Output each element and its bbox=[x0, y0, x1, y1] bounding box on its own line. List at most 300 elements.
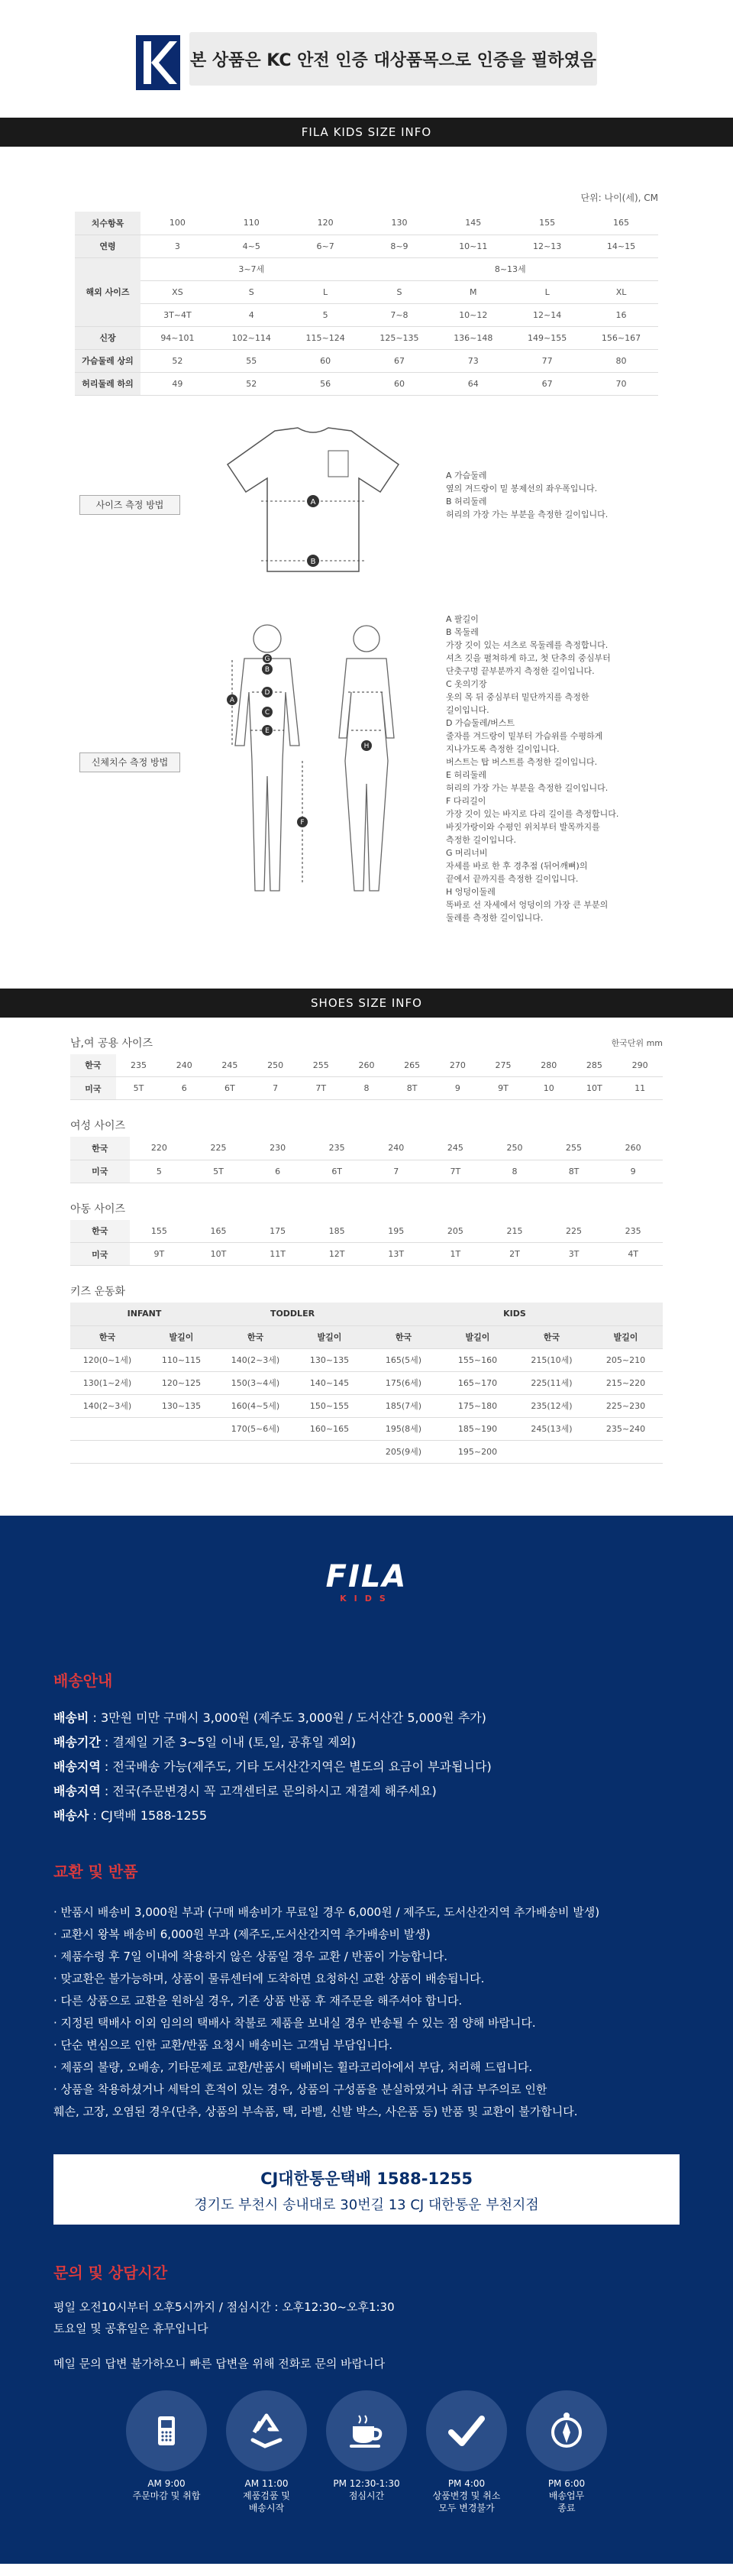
table-cell: 265 bbox=[389, 1054, 435, 1077]
step-5-desc2: 종료 bbox=[557, 2502, 576, 2513]
table-cell: 80 bbox=[584, 349, 658, 372]
exchange-line: · 상품을 착용하셨거나 세탁의 흔적이 있는 경우, 상품의 구성품을 분실하였거나 취급 부주의로 인한 bbox=[53, 2082, 547, 2096]
step-1-desc: 주문마감 및 취합 bbox=[132, 2490, 201, 2501]
step-3-time: PM 12:30-1:30 bbox=[333, 2477, 400, 2489]
exchange-line: · 단순 변심으로 인한 교환/반품 요청시 배송비는 고객님 부담입니다. bbox=[53, 2037, 392, 2052]
table-cell: 94~101 bbox=[140, 326, 215, 349]
row-header: 가슴둘레 상의 bbox=[75, 349, 140, 372]
table-row bbox=[70, 1348, 663, 1371]
measure-line: 똑바로 선 자세에서 엉덩이의 가장 큰 부분의 bbox=[446, 899, 609, 910]
kids-unit: 단위: 나이(세), CM bbox=[580, 193, 658, 203]
delivery-key: 배송사 bbox=[53, 1807, 89, 1823]
contact-holiday: 토요일 및 공휴일은 휴무입니다 bbox=[53, 2321, 208, 2335]
table-cell: 12~14 bbox=[510, 303, 584, 326]
table-cell: 140~145 bbox=[292, 1371, 366, 1394]
table-cell: 3 bbox=[140, 235, 215, 257]
table-cell: 110 bbox=[215, 212, 289, 235]
cj-address: 경기도 부천시 송내대로 30번길 13 CJ 대한통운 부천지점 bbox=[194, 2196, 539, 2213]
table-cell bbox=[70, 1417, 144, 1440]
table-cell: 225 bbox=[544, 1220, 604, 1243]
table-cell: 7 bbox=[366, 1160, 426, 1183]
table-cell: 49 bbox=[140, 372, 215, 395]
table-cell: 7~8 bbox=[363, 303, 437, 326]
table-cell: S bbox=[215, 280, 289, 303]
measure-line: C 옷의기장 bbox=[446, 678, 487, 689]
table-cell: 260 bbox=[344, 1054, 389, 1077]
delivery-value: : CJ택배 1588-1255 bbox=[89, 1807, 208, 1823]
column-header: 한국 bbox=[366, 1325, 441, 1348]
table-cell: 250 bbox=[485, 1137, 544, 1160]
table-cell: 8~9 bbox=[363, 235, 437, 257]
exchange-line: · 지정된 택배사 이외 임의의 택배사 착불로 제품을 보내실 경우 반송될 수 있는 점 양해 바랍니다. bbox=[53, 2015, 536, 2030]
measure-line: A 팔길이 bbox=[446, 613, 479, 624]
table-cell: 130~135 bbox=[144, 1394, 218, 1417]
measure-line: 셔츠 깃을 펼쳐하게 하고, 첫 단추의 중심부터 bbox=[446, 652, 611, 663]
measure-line: E 허리둘레 bbox=[446, 769, 486, 780]
table-cell: 8T bbox=[389, 1077, 435, 1100]
exchange-line: · 맞교환은 불가능하며, 상품이 물류센터에 도착하면 요청하신 교환 상품이 배송됩니다. bbox=[53, 1971, 485, 1985]
table-cell: M bbox=[436, 280, 510, 303]
delivery-line bbox=[53, 1755, 492, 1779]
step-2 bbox=[222, 2390, 311, 2514]
row-header: 미국 bbox=[70, 1243, 130, 1266]
measure-line: 줄자를 겨드랑이 밑부터 가슴위를 수평하게 bbox=[446, 730, 603, 741]
table-cell: 165(5세) bbox=[366, 1348, 441, 1371]
table-cell bbox=[515, 1440, 589, 1463]
table-cell: 102~114 bbox=[215, 326, 289, 349]
table-cell: 250 bbox=[253, 1054, 299, 1077]
step-5 bbox=[522, 2390, 611, 2514]
table-cell: 165 bbox=[189, 1220, 248, 1243]
table-cell: 52 bbox=[140, 349, 215, 372]
measure-line: 옷의 목 뒤 중심부터 밑단까지를 측정한 bbox=[446, 691, 589, 702]
step-4 bbox=[422, 2390, 511, 2514]
table-cell: 100 bbox=[140, 212, 215, 235]
table-cell: 52 bbox=[215, 372, 289, 395]
unisex-title: 남,여 공용 사이즈 bbox=[70, 1037, 153, 1050]
table-cell: 1T bbox=[426, 1243, 486, 1266]
table-cell: 235 bbox=[307, 1137, 366, 1160]
table-cell: 160(4~5세) bbox=[218, 1394, 292, 1417]
step-3 bbox=[322, 2390, 411, 2502]
table-row bbox=[70, 1054, 663, 1077]
measure-line: 둘레를 측정한 길이입니다. bbox=[446, 912, 544, 923]
table-cell: 16 bbox=[584, 303, 658, 326]
delivery-line bbox=[53, 1706, 492, 1730]
age-group-1: 3~7세 bbox=[140, 257, 363, 280]
table-cell: 5 bbox=[289, 303, 363, 326]
body-mark-a: A bbox=[229, 696, 235, 704]
exchange-line: · 제품수령 후 7일 이내에 착용하지 않은 상품일 경우 교환 / 반품이 가능합니다. bbox=[53, 1949, 448, 1963]
delivery-key: 배송비 bbox=[53, 1710, 89, 1725]
table-cell: 255 bbox=[298, 1054, 344, 1077]
delivery-value: : 전국배송 가능(제주도, 기타 도서산간지역은 별도의 요금이 부과됩니다) bbox=[100, 1759, 492, 1774]
table-cell: 10T bbox=[572, 1077, 618, 1100]
table-cell: 115~124 bbox=[289, 326, 363, 349]
table-cell: 155 bbox=[130, 1220, 189, 1243]
measure-line: A 가슴둘레 bbox=[446, 470, 487, 481]
table-cell: 10 bbox=[526, 1077, 572, 1100]
table-row bbox=[75, 212, 658, 235]
table-cell: 120(0~1세) bbox=[70, 1348, 144, 1371]
table-cell: 175(6세) bbox=[366, 1371, 441, 1394]
exchange-line: 훼손, 고장, 오염된 경우(단추, 상품의 부속품, 택, 라벨, 신발 박스, 사은품 등) 반품 및 교환이 불가합니다. bbox=[53, 2104, 578, 2118]
table-cell: 8 bbox=[485, 1160, 544, 1183]
fila-kids-logo bbox=[0, 1558, 733, 1604]
step-4-desc1: 상품변경 및 취소 bbox=[432, 2490, 501, 2501]
measure-line: 측정한 길이입니다. bbox=[446, 834, 517, 845]
table-cell: 260 bbox=[603, 1137, 663, 1160]
exchange-line: · 교환시 왕복 배송비 6,000원 부과 (제주도,도서산간지역 추가배송비 발생) bbox=[53, 1927, 431, 1941]
table-cell: 205~210 bbox=[589, 1348, 663, 1371]
step-3-desc: 점심시간 bbox=[348, 2490, 385, 2501]
table-cell: L bbox=[289, 280, 363, 303]
table-cell: 235 bbox=[116, 1054, 162, 1077]
age-group-2: 8~13세 bbox=[363, 257, 658, 280]
exchange-line: · 반품시 배송비 3,000원 부과 (구매 배송비가 무료일 경우 6,000원 / 제주도, 도서산간지역 추가배송비 발생) bbox=[53, 1904, 600, 1919]
measure-line: 단춧구멍 끝부분까지 측정한 길이입니다. bbox=[446, 665, 595, 676]
measure-line: 자세를 바로 한 후 경추점 (뒤어깨뼈)의 bbox=[446, 860, 588, 871]
mark-b: B bbox=[310, 557, 316, 566]
table-cell bbox=[292, 1440, 366, 1463]
table-cell: 275 bbox=[480, 1054, 526, 1077]
step-4-time: PM 4:00 bbox=[447, 2477, 486, 2489]
table-row bbox=[70, 1243, 663, 1266]
footer bbox=[0, 1516, 733, 2564]
table-cell: 60 bbox=[363, 372, 437, 395]
table-cell: 230 bbox=[248, 1137, 308, 1160]
table-cell: 225~230 bbox=[589, 1394, 663, 1417]
table-cell: 6T bbox=[307, 1160, 366, 1183]
delivery-line bbox=[53, 1779, 492, 1804]
kc-section bbox=[0, 0, 733, 118]
row-header: 신장 bbox=[75, 326, 140, 349]
measure-line: 허리의 가장 가는 부분을 측정한 길이입니다. bbox=[446, 509, 609, 519]
kc-mark-icon bbox=[134, 34, 182, 92]
table-row bbox=[75, 257, 658, 280]
row-header: 연령 bbox=[75, 235, 140, 257]
table-cell: 10T bbox=[189, 1243, 248, 1266]
table-cell: 155~160 bbox=[441, 1348, 515, 1371]
body-mark-b: B bbox=[264, 665, 270, 674]
table-cell: 235 bbox=[603, 1220, 663, 1243]
table-cell: XS bbox=[140, 280, 215, 303]
column-header: 한국 bbox=[515, 1325, 589, 1348]
table-cell: 245 bbox=[207, 1054, 253, 1077]
measure-line: G 머리너비 bbox=[446, 847, 488, 858]
delivery-title: 배송안내 bbox=[53, 1671, 113, 1690]
table-cell: 56 bbox=[289, 372, 363, 395]
contact-section bbox=[53, 2260, 395, 2374]
table-cell: 9T bbox=[130, 1243, 189, 1266]
delivery-value: : 결제일 기준 3~5일 이내 (토,일, 공휴일 제외) bbox=[100, 1734, 357, 1749]
cj-box bbox=[53, 2154, 680, 2225]
table-cell: 9T bbox=[480, 1077, 526, 1100]
table-cell: 170(5~6세) bbox=[218, 1417, 292, 1440]
table-cell: 3T~4T bbox=[140, 303, 215, 326]
table-cell: 8 bbox=[344, 1077, 389, 1100]
column-header: 한국 bbox=[70, 1325, 144, 1348]
delivery-key: 배송지역 bbox=[53, 1783, 101, 1798]
table-cell: 285 bbox=[572, 1054, 618, 1077]
body-mark-f: F bbox=[300, 818, 305, 827]
table-cell: 185 bbox=[307, 1220, 366, 1243]
measure-line: 지나가도록 측정한 길이입니다. bbox=[446, 743, 560, 754]
measure-line: 가장 깃이 있는 셔츠로 목둘레를 측정합니다. bbox=[446, 639, 609, 650]
table-cell: 220 bbox=[130, 1137, 189, 1160]
table-row bbox=[70, 1371, 663, 1394]
table-cell: 110~115 bbox=[144, 1348, 218, 1371]
body-diagram-icon bbox=[206, 616, 420, 937]
table-cell: 205(9세) bbox=[366, 1440, 441, 1463]
table-cell: 7T bbox=[426, 1160, 486, 1183]
table-cell: 155 bbox=[510, 212, 584, 235]
table-row bbox=[75, 235, 658, 257]
kc-notice: 본 상품은 KC 안전 인증 대상품목으로 인증을 필하였음 bbox=[189, 32, 597, 86]
measure-line: 가장 깃이 있는 바지로 다리 길이를 측정합니다. bbox=[446, 808, 619, 819]
kids-logo: KIDS bbox=[340, 1593, 393, 1604]
table-cell: 6 bbox=[161, 1077, 207, 1100]
body-mark-c: C bbox=[264, 708, 270, 717]
contact-note: 메일 문의 답변 불가하오니 빠른 답변을 위해 전화로 문의 바랍니다 bbox=[53, 2356, 386, 2371]
body-mark-e: E bbox=[265, 727, 270, 735]
table-row bbox=[75, 303, 658, 326]
body-mark-g: G bbox=[264, 655, 270, 663]
table-cell: 175~180 bbox=[441, 1394, 515, 1417]
table-cell: 5T bbox=[189, 1160, 248, 1183]
measure-line: F 다리길이 bbox=[446, 795, 486, 806]
table-cell: 70 bbox=[584, 372, 658, 395]
table-cell bbox=[144, 1440, 218, 1463]
measure-line: 옆의 겨드랑이 밑 봉제선의 좌우폭입니다. bbox=[446, 483, 598, 494]
size-measure-text bbox=[446, 469, 644, 521]
table-cell: XL bbox=[584, 280, 658, 303]
shoes-size-title: SHOES SIZE INFO bbox=[0, 989, 733, 1018]
tshirt-diagram-icon bbox=[221, 426, 405, 576]
table-cell: 270 bbox=[435, 1054, 481, 1077]
table-cell: 55 bbox=[215, 349, 289, 372]
contact-hours: 평일 오전10시부터 오후5시까지 / 점심시간 : 오후12:30~오후1:30 bbox=[53, 2299, 395, 2314]
body-measure bbox=[0, 613, 733, 949]
kids-sneakers-title: 키즈 운동화 bbox=[70, 1286, 126, 1298]
delivery-value: : 전국(주문변경시 꼭 고객센터로 문의하시고 재결제 해주세요) bbox=[100, 1783, 437, 1798]
size-measure bbox=[0, 416, 733, 582]
column-header: 발길이 bbox=[441, 1325, 515, 1348]
recycle-icon bbox=[245, 2409, 288, 2452]
table-cell: 245(13세) bbox=[515, 1417, 589, 1440]
table-cell: 215~220 bbox=[589, 1371, 663, 1394]
table-cell: 8T bbox=[544, 1160, 604, 1183]
contact-title: 문의 및 상담시간 bbox=[53, 2263, 168, 2282]
row-header: 미국 bbox=[70, 1077, 116, 1100]
delivery-key: 배송지역 bbox=[53, 1759, 101, 1774]
table-cell: 140(2~3세) bbox=[218, 1348, 292, 1371]
exchange-title: 교환 및 반품 bbox=[53, 1862, 138, 1881]
column-header: 한국 bbox=[218, 1325, 292, 1348]
kids-sneakers-table bbox=[70, 1303, 663, 1464]
size-measure-label: 사이즈 측정 방법 bbox=[79, 495, 180, 515]
table-cell: 9 bbox=[603, 1160, 663, 1183]
step-2-time: AM 11:00 bbox=[244, 2477, 289, 2489]
table-row bbox=[70, 1160, 663, 1183]
table-row bbox=[70, 1220, 663, 1243]
table-cell: 175 bbox=[248, 1220, 308, 1243]
table-cell: 13T bbox=[366, 1243, 426, 1266]
cj-phone: CJ대한통운택배 1588-1255 bbox=[260, 2169, 473, 2188]
measure-line: B 목둘레 bbox=[446, 626, 479, 637]
column-header: 발길이 bbox=[589, 1325, 663, 1348]
step-1-time: AM 9:00 bbox=[147, 2477, 186, 2489]
delivery-value: : 3만원 미만 구매시 3,000원 (제주도 3,000원 / 도서산간 5,000원 추가) bbox=[89, 1710, 486, 1725]
body-mark-d: D bbox=[264, 688, 270, 697]
table-cell: 10~11 bbox=[436, 235, 510, 257]
table-row bbox=[75, 349, 658, 372]
table-cell: 195~200 bbox=[441, 1440, 515, 1463]
table-row bbox=[75, 326, 658, 349]
fila-logo: FILA bbox=[325, 1558, 408, 1594]
table-cell: 2T bbox=[485, 1243, 544, 1266]
row-header: 한국 bbox=[70, 1054, 116, 1077]
row-header: 치수항목 bbox=[75, 212, 140, 235]
table-cell bbox=[218, 1440, 292, 1463]
table-cell: 136~148 bbox=[436, 326, 510, 349]
table-cell: 205 bbox=[426, 1220, 486, 1243]
table-cell: 150(3~4세) bbox=[218, 1371, 292, 1394]
table-cell: 235~240 bbox=[589, 1417, 663, 1440]
measure-line: 길이입니다. bbox=[446, 704, 489, 715]
group-toddler: TODDLER bbox=[218, 1303, 366, 1325]
exchange-line: · 제품의 불량, 오배송, 기타문제로 교환/반품시 택배비는 휠라코리아에서 부담, 처리해 드립니다. bbox=[53, 2060, 533, 2074]
kids-size-table bbox=[75, 212, 658, 396]
table-cell: 240 bbox=[366, 1137, 426, 1160]
table-cell: 245 bbox=[426, 1137, 486, 1160]
row-header: 해외 사이즈 bbox=[75, 257, 140, 326]
table-cell: 225(11세) bbox=[515, 1371, 589, 1394]
table-cell: 290 bbox=[617, 1054, 663, 1077]
group-kids: KIDS bbox=[366, 1303, 663, 1325]
table-cell: 5T bbox=[116, 1077, 162, 1100]
schedule-steps bbox=[122, 2390, 611, 2543]
table-cell: 130(1~2세) bbox=[70, 1371, 144, 1394]
measure-line: 허리의 가장 가는 부분을 측정한 길이입니다. bbox=[446, 782, 609, 793]
table-row bbox=[70, 1440, 663, 1463]
body-measure-text bbox=[446, 613, 644, 924]
table-cell: 185~190 bbox=[441, 1417, 515, 1440]
table-cell: 4 bbox=[215, 303, 289, 326]
table-cell: 73 bbox=[436, 349, 510, 372]
unisex-table bbox=[70, 1054, 663, 1101]
measure-line: 끝에서 끝까지를 측정한 길이입니다. bbox=[446, 873, 579, 884]
table-cell: 11 bbox=[617, 1077, 663, 1100]
table-cell: 240 bbox=[161, 1054, 207, 1077]
phone-icon bbox=[147, 2412, 186, 2450]
table-cell: 215 bbox=[485, 1220, 544, 1243]
step-2-desc2: 배송시작 bbox=[248, 2502, 285, 2513]
table-cell: L bbox=[510, 280, 584, 303]
column-header: 발길이 bbox=[144, 1325, 218, 1348]
coffee-icon bbox=[345, 2409, 388, 2452]
row-header: 허리둘레 하의 bbox=[75, 372, 140, 395]
measure-line: 바짓가랑이와 수평인 위치부터 발목까지를 bbox=[446, 821, 600, 832]
table-cell: 67 bbox=[510, 372, 584, 395]
measure-line: B 허리둘레 bbox=[446, 496, 487, 506]
table-row bbox=[75, 280, 658, 303]
table-cell: 10~12 bbox=[436, 303, 510, 326]
table-cell bbox=[589, 1440, 663, 1463]
table-cell: 11T bbox=[248, 1243, 308, 1266]
table-cell: 6~7 bbox=[289, 235, 363, 257]
step-1 bbox=[122, 2390, 211, 2502]
table-cell: 120 bbox=[289, 212, 363, 235]
table-cell: 130~135 bbox=[292, 1348, 366, 1371]
check-icon bbox=[445, 2409, 488, 2452]
step-5-desc1: 배송업무 bbox=[548, 2490, 585, 2501]
row-header: 한국 bbox=[70, 1220, 130, 1243]
delivery-line bbox=[53, 1804, 492, 1828]
table-cell: 140(2~3세) bbox=[70, 1394, 144, 1417]
table-row bbox=[70, 1394, 663, 1417]
exchange-section bbox=[53, 1859, 599, 2123]
table-cell: 215(10세) bbox=[515, 1348, 589, 1371]
body-mark-h: H bbox=[363, 742, 370, 750]
table-cell: 120~125 bbox=[144, 1371, 218, 1394]
table-cell: 9 bbox=[435, 1077, 481, 1100]
unisex-unit: 한국단위 mm bbox=[611, 1037, 663, 1048]
table-cell: 160~165 bbox=[292, 1417, 366, 1440]
table-cell: 64 bbox=[436, 372, 510, 395]
table-cell: 4~5 bbox=[215, 235, 289, 257]
shoes-section bbox=[0, 1033, 733, 1464]
women-title: 여성 사이즈 bbox=[70, 1120, 126, 1132]
table-cell: 130 bbox=[363, 212, 437, 235]
table-cell: 60 bbox=[289, 349, 363, 372]
table-cell: 235(12세) bbox=[515, 1394, 589, 1417]
table-cell bbox=[144, 1417, 218, 1440]
table-cell: 125~135 bbox=[363, 326, 437, 349]
table-cell: 280 bbox=[526, 1054, 572, 1077]
delivery-line bbox=[53, 1730, 492, 1755]
measure-line: H 엉덩이둘레 bbox=[446, 886, 496, 897]
table-cell: 14~15 bbox=[584, 235, 658, 257]
table-cell: 6 bbox=[248, 1160, 308, 1183]
table-cell: 77 bbox=[510, 349, 584, 372]
table-cell: 165 bbox=[584, 212, 658, 235]
table-cell: 12T bbox=[307, 1243, 366, 1266]
table-cell: 6T bbox=[207, 1077, 253, 1100]
measure-line: 버스트는 탑 버스트를 측정한 길이입니다. bbox=[446, 756, 598, 767]
table-cell: 12~13 bbox=[510, 235, 584, 257]
table-cell bbox=[70, 1440, 144, 1463]
exchange-line: · 다른 상품으로 교환을 원하실 경우, 기존 상품 반품 후 재주문을 해주셔야 합니다. bbox=[53, 1993, 463, 2008]
table-cell: 255 bbox=[544, 1137, 604, 1160]
table-row bbox=[70, 1417, 663, 1440]
table-cell: 7 bbox=[253, 1077, 299, 1100]
row-header: 미국 bbox=[70, 1160, 130, 1183]
table-row bbox=[70, 1077, 663, 1100]
body-measure-label: 신체치수 측정 방법 bbox=[79, 752, 180, 772]
kids-shoes-size-title: 아동 사이즈 bbox=[70, 1202, 126, 1215]
table-cell: 150~155 bbox=[292, 1394, 366, 1417]
step-2-desc1: 제품검품 및 bbox=[243, 2490, 290, 2501]
table-cell: 165~170 bbox=[441, 1371, 515, 1394]
table-cell: 149~155 bbox=[510, 326, 584, 349]
delivery-key: 배송기간 bbox=[53, 1734, 101, 1749]
measure-line: D 가슴둘레/버스트 bbox=[446, 717, 515, 728]
compass-icon bbox=[545, 2409, 588, 2452]
table-row bbox=[70, 1137, 663, 1160]
step-4-desc2: 모두 변경불가 bbox=[438, 2502, 495, 2513]
kids-shoes-size-table bbox=[70, 1220, 663, 1267]
